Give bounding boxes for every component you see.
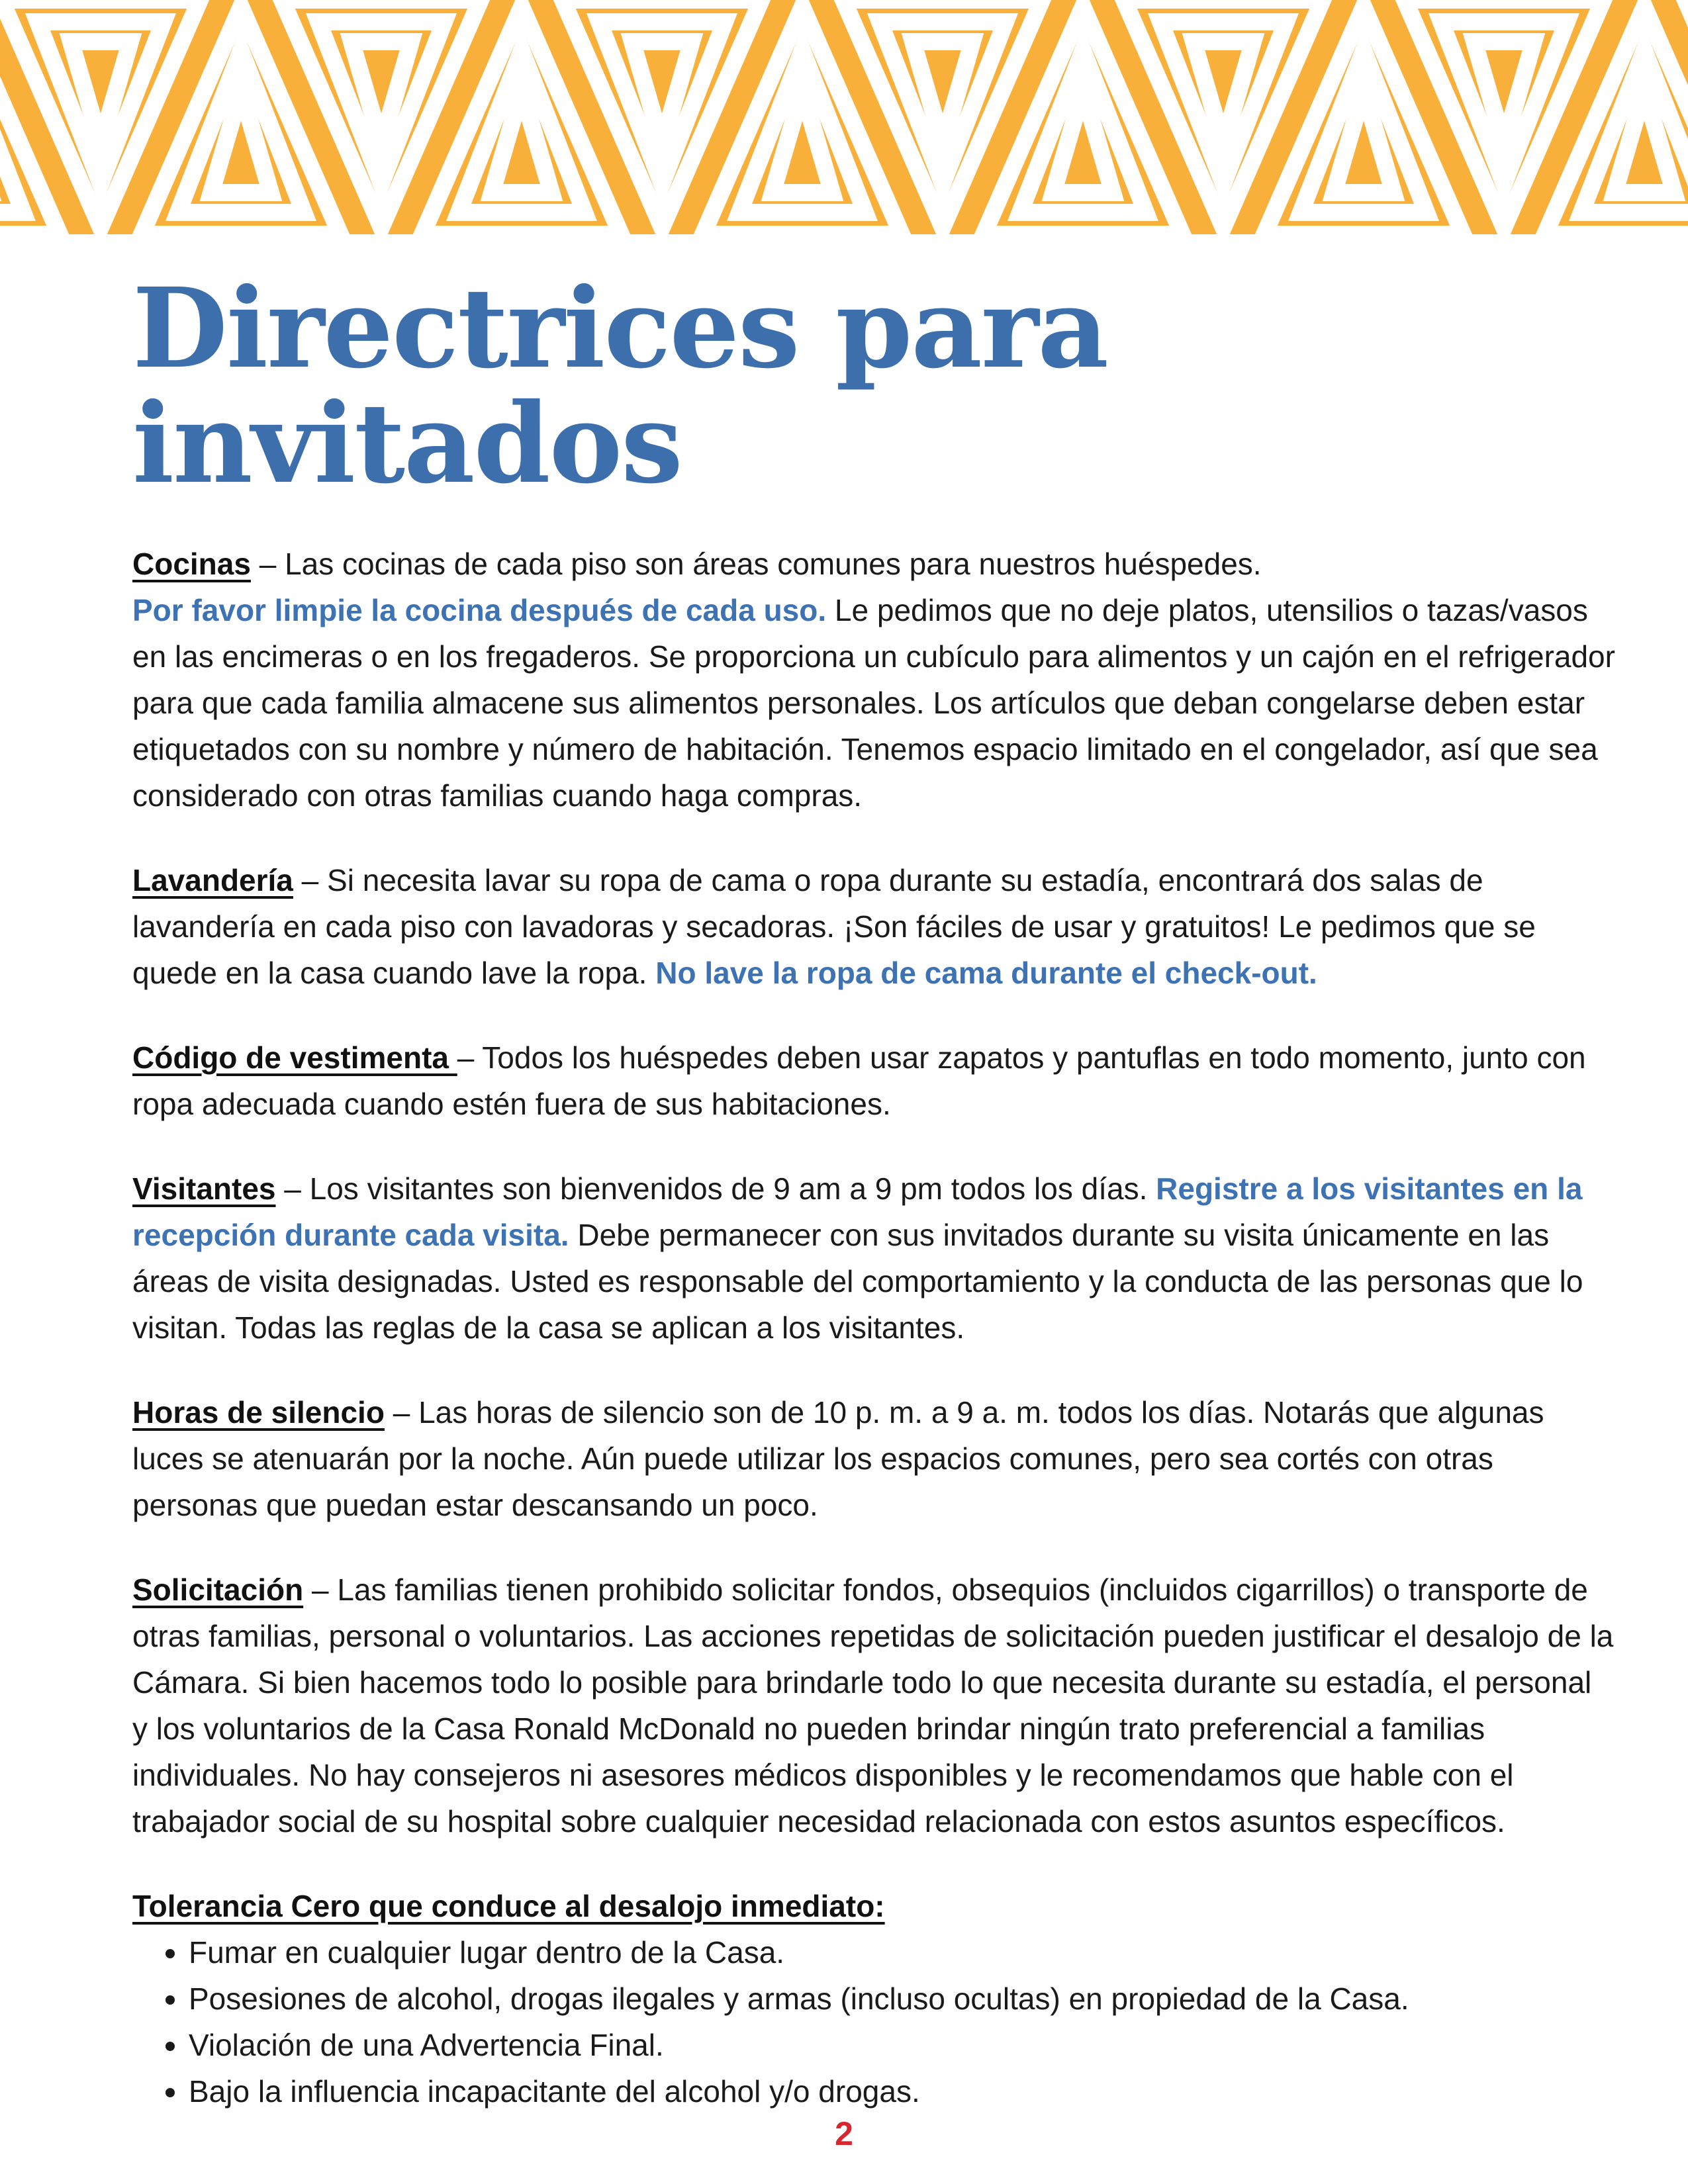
section-text-solicitacion: – Las familias tienen prohibido solicitar fondos, obsequios (incluidos cigarrillos) o transporte de otras familias, personal o voluntarios. Las acciones repetidas de solicitación pueden justificar el desalojo de la Cámara. Si bien hacemos todo lo posible para brindarle todo lo que necesita durante su estadía, el personal y los voluntarios de la Casa Ronald McDonald no pueden brindar ningún trato preferencial a familias individuales. No hay consejeros ni asesores médicos disponibles y le recomendamos que hable con el trabajador social de su hospital sobre cualquier necesidad relacionada con estos asuntos específicos. — [132, 1572, 1614, 1839]
zero-tolerance-heading: Tolerancia Cero que conduce al desalojo inmediato: — [132, 1888, 885, 1923]
decorative-triangle-banner — [0, 0, 1688, 234]
section-text-visitantes-intro: – Los visitantes son bienvenidos de 9 am a 9 pm todos los días. — [275, 1171, 1156, 1206]
section-text-cocinas-intro: – Las cocinas de cada piso son áreas comunes para nuestros huéspedes. — [250, 546, 1262, 581]
section-label-codigo-vestimenta: Código de vestimenta — [132, 1040, 457, 1075]
section-cocinas — [132, 541, 1615, 819]
zero-tolerance-item: • Bajo la influencia incapacitante del alcohol y/o drogas. — [189, 2068, 1615, 2115]
section-text-cocinas: Le pedimos que no deje platos, utensilios o tazas/vasos en las encimeras o en los fregaderos. Se proporciona un cubículo para alimentos y un cajón en el refrigerador para que cada familia almacene sus alimentos personales. Los artículos que deban congelarse deben estar etiquetados con su nombre y número de habitación. Tenemos espacio limitado en el congelador, así que sea considerado con otras familias cuando haga compras. — [132, 592, 1615, 813]
zero-tolerance-item: • Fumar en cualquier lugar dentro de la Casa. — [189, 1929, 1615, 1976]
zero-tolerance-item: • Posesiones de alcohol, drogas ilegales y armas (incluso ocultas) en propiedad de la Casa. — [189, 1976, 1615, 2022]
main-content — [132, 264, 1615, 2115]
section-visitantes — [132, 1165, 1615, 1351]
section-label-horas-silencio: Horas de silencio — [132, 1394, 385, 1430]
section-text-horas-silencio: – Las horas de silencio son de 10 p. m. a 9 a. m. todos los días. Notarás que algunas luces se atenuarán por la noche. Aún puede utilizar los espacios comunes, pero sea cortés con otras personas que puedan estar descansando un poco. — [132, 1394, 1544, 1522]
section-text-codigo-vestimenta: – Todos los huéspedes deben usar zapatos y pantuflas en todo momento, junto con ropa adecuada cuando estén fuera de sus habitaciones. — [132, 1040, 1586, 1121]
section-label-visitantes: Visitantes — [132, 1171, 276, 1206]
zero-tolerance-item: • Violación de una Advertencia Final. — [189, 2022, 1615, 2068]
section-highlight-lavanderia: No lave la ropa de cama durante el check-out. — [655, 955, 1317, 990]
page-title: Directrices para invitados — [132, 264, 1107, 509]
section-codigo-vestimenta — [132, 1034, 1615, 1127]
section-label-cocinas: Cocinas — [132, 546, 251, 581]
section-label-solicitacion: Solicitación — [132, 1572, 304, 1607]
section-text-lavanderia: – Si necesita lavar su ropa de cama o ropa durante su estadía, encontrará dos salas de lavandería en cada piso con lavadoras y secadoras. ¡Son fáciles de usar y gratuitos! Le pedimos que se quede en la casa cuando lave la ropa. — [132, 862, 1536, 990]
section-text-visitantes: Debe permanecer con sus invitados durante su visita únicamente en las áreas de visita designadas. Usted es responsable del comportamiento y la conducta de las personas que lo visitan. Todas las reglas de la casa se aplican a los visitantes. — [132, 1217, 1583, 1345]
zero-tolerance-list — [132, 1929, 1615, 2115]
section-horas-silencio — [132, 1389, 1615, 1528]
section-solicitacion — [132, 1567, 1615, 1844]
section-highlight-visitantes: Registre a los visitantes en la recepción durante cada visita. — [132, 1171, 1583, 1252]
zero-tolerance-block — [132, 1883, 1615, 2115]
page-number: 2 — [835, 2115, 853, 2152]
section-lavanderia — [132, 857, 1615, 996]
section-label-lavanderia: Lavandería — [132, 862, 293, 897]
section-highlight-cocinas: Por favor limpie la cocina después de cada uso. — [132, 592, 827, 627]
